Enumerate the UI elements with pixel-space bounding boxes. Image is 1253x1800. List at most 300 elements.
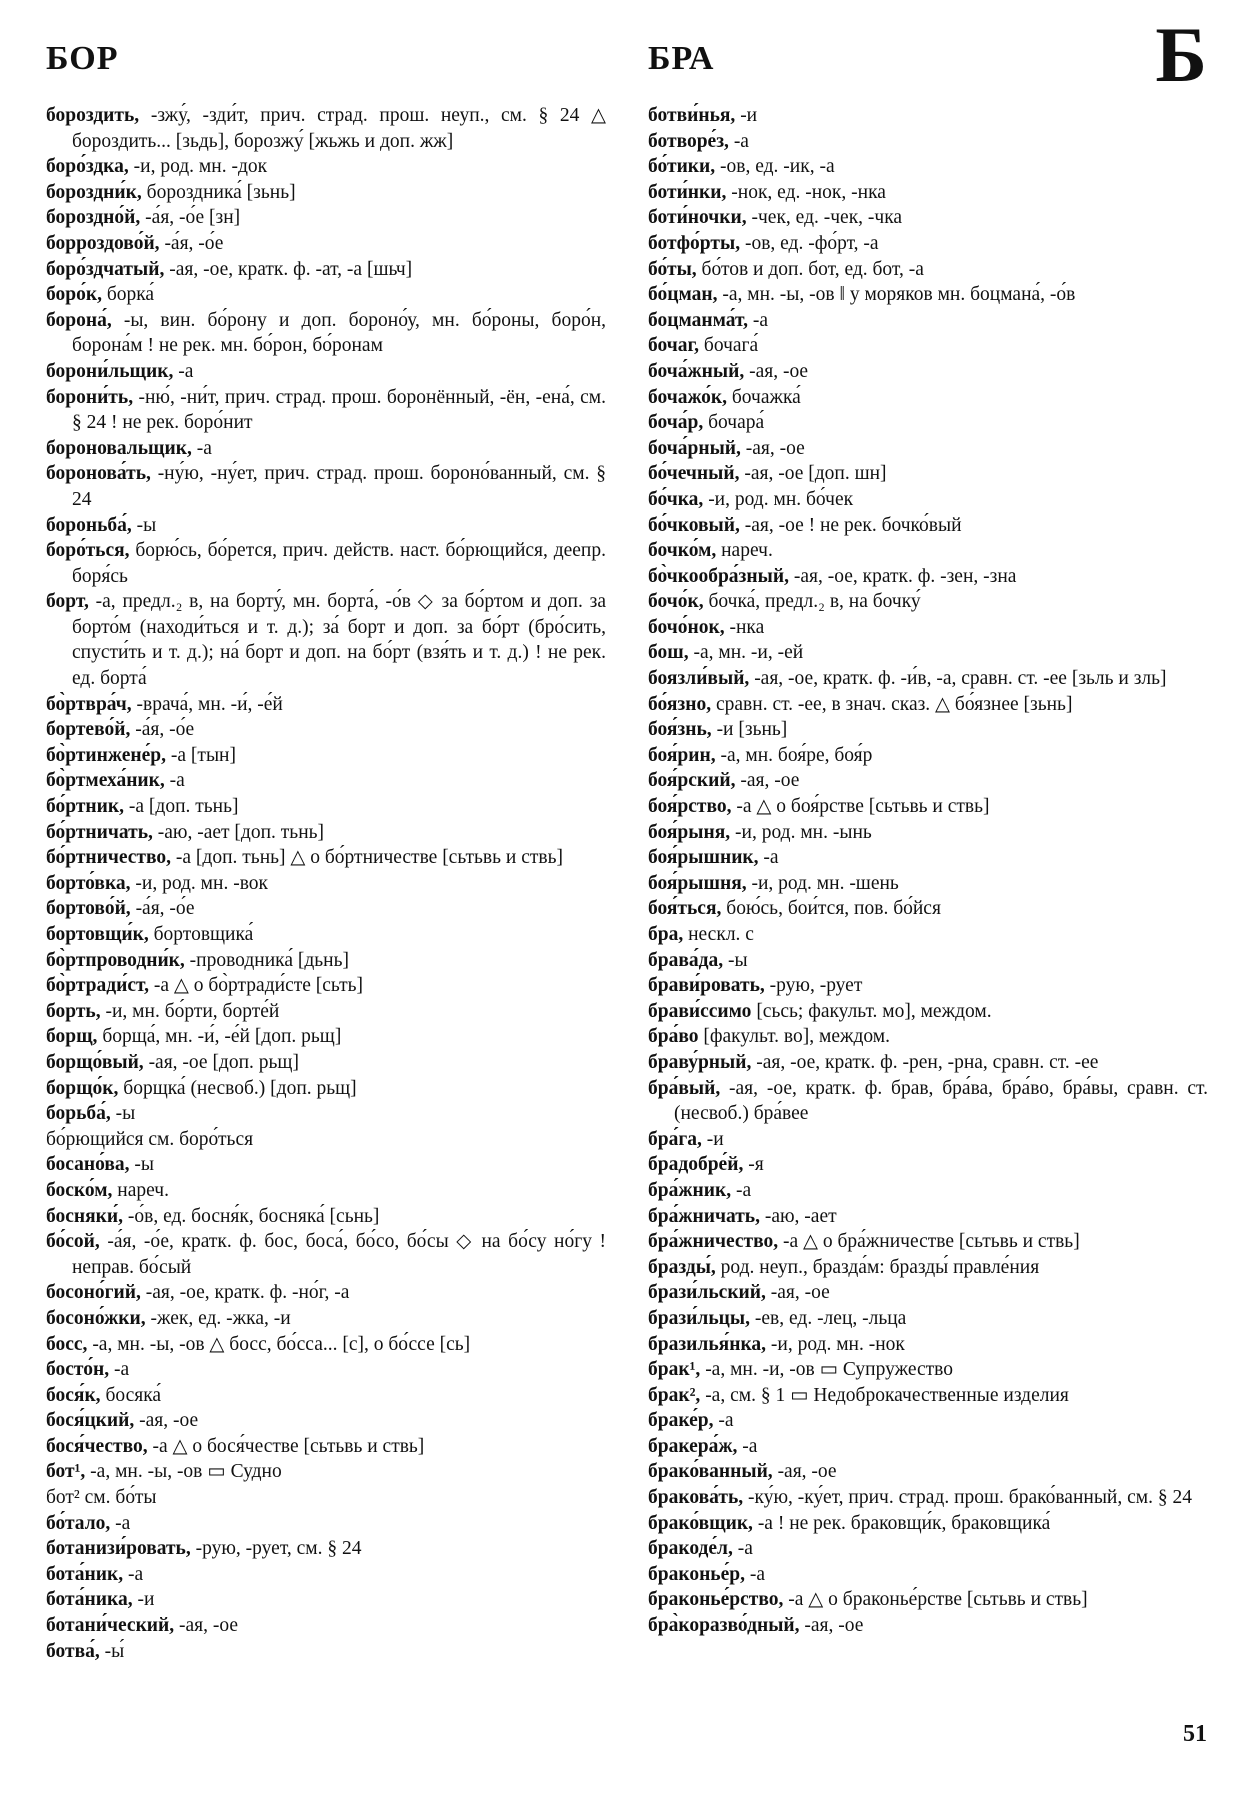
entry-headword: брако́вщик, xyxy=(648,1512,753,1534)
entry-text: -а, мн. -ы, -ов ‖ у моряков мн. боцмана́, -о́в xyxy=(722,284,1076,306)
dictionary-entry xyxy=(648,103,1208,129)
entry-text: -а △ о браконье́рстве [сьтьвь и ствь] xyxy=(788,1589,1088,1611)
dictionary-entry xyxy=(46,768,606,794)
entry-headword: босоно́гий, xyxy=(46,1282,141,1304)
entry-text: бо́тов и доп. бот, ед. бот, -а xyxy=(701,258,924,280)
entry-text: -ая, -ое, кратк. ф. брав, бра́ва, бра́во, бра́вы, сравн. ст. (несвоб.) бра́вее xyxy=(674,1077,1208,1125)
dictionary-entry xyxy=(648,564,1208,590)
entry-headword: боро́к, xyxy=(46,284,102,306)
section-letter: Б xyxy=(1155,11,1207,98)
entry-headword: бракоде́л, xyxy=(648,1538,733,1560)
dictionary-entry xyxy=(648,1357,1208,1383)
entry-headword: борщо́к, xyxy=(46,1077,119,1099)
dictionary-entry xyxy=(46,436,606,462)
dictionary-entry xyxy=(648,513,1208,539)
dictionary-entry xyxy=(46,1485,606,1511)
dictionary-entry xyxy=(46,1204,606,1230)
dictionary-entry xyxy=(648,1383,1208,1409)
entry-text: -ая, -ое [доп. шн] xyxy=(744,463,887,485)
entry-text: -ая, -ое xyxy=(179,1615,239,1637)
entry-headword: борроздово́й, xyxy=(46,232,160,254)
entry-headword: бо́чка, xyxy=(648,488,704,510)
dictionary-entry xyxy=(648,1408,1208,1434)
entry-headword: браконье́р, xyxy=(648,1563,745,1585)
dictionary-entry xyxy=(648,205,1208,231)
entry-text: -ая, -ое xyxy=(745,437,805,459)
entry-text: -и xyxy=(740,105,758,126)
entry-headword: боязли́вый, xyxy=(648,668,750,690)
entry-headword: боя́рин, xyxy=(648,744,716,766)
dictionary-entry xyxy=(46,1306,606,1332)
entry-text: -ы xyxy=(136,514,157,536)
dictionary-entry xyxy=(46,589,606,691)
entry-headword: бо̀ртпроводни́к, xyxy=(46,949,185,971)
dictionary-entry xyxy=(46,794,606,820)
entry-text: -ая, -ое xyxy=(749,360,809,382)
dictionary-entry xyxy=(648,1255,1208,1281)
entry-headword: боя́рство, xyxy=(648,796,732,818)
entry-text: -а xyxy=(763,847,779,869)
entry-headword: ботви́нья, xyxy=(648,105,736,126)
entry-headword: бортево́й, xyxy=(46,719,131,741)
entry-headword: бра́жничать, xyxy=(648,1205,760,1227)
entry-text: -а xyxy=(742,1435,758,1457)
dictionary-entry xyxy=(46,1101,606,1127)
dictionary-entry xyxy=(46,1639,606,1665)
entry-headword: боча́р, xyxy=(648,412,704,434)
dictionary-entry xyxy=(648,1127,1208,1153)
dictionary-entry xyxy=(46,1024,606,1050)
dictionary-entry xyxy=(46,1613,606,1639)
entry-headword: боско́м, xyxy=(46,1179,113,1201)
entry-headword: бразды́, xyxy=(648,1256,716,1278)
entry-headword: бо́сой, xyxy=(46,1231,100,1253)
dictionary-entry xyxy=(648,1511,1208,1537)
dictionary-entry xyxy=(46,1229,606,1280)
dictionary-entry xyxy=(648,845,1208,871)
entry-headword: боя́рский, xyxy=(648,770,736,792)
entry-headword: боти́ночки, xyxy=(648,207,747,229)
entry-headword: босоно́жки, xyxy=(46,1307,146,1329)
entry-text: -ая, -ое xyxy=(139,1410,199,1432)
entry-headword: бо́ртник, xyxy=(46,796,124,818)
dictionary-entry xyxy=(46,896,606,922)
entry-headword: бракова́ть, xyxy=(648,1487,744,1509)
dictionary-entry xyxy=(46,461,606,512)
entry-headword: бороздни́к, xyxy=(46,181,142,203)
dictionary-entry xyxy=(648,948,1208,974)
entry-headword: боти́нки, xyxy=(648,181,727,203)
entry-text: бочара́ xyxy=(708,412,765,434)
entry-headword: боро́здчатый, xyxy=(46,258,165,280)
entry-headword: бо̀ртвра́ч, xyxy=(46,693,132,715)
dictionary-entry xyxy=(46,948,606,974)
entry-text: -зжу́, -зди́т, прич. страд. прош. неуп., см. § 24 △ бороздить... [зьдь], борозжу́ [жьжь и доп. жж] xyxy=(72,105,607,152)
dictionary-entry xyxy=(648,1332,1208,1358)
entry-headword: бра́га, xyxy=(648,1128,702,1150)
dictionary-entry xyxy=(46,1459,606,1485)
entry-text: -а [тын] xyxy=(170,744,236,766)
entry-headword: боронова́ть, xyxy=(46,463,151,485)
entry-text: -ая, -ое, кратк. ф. -рен, -рна, сравн. ст. -ее xyxy=(756,1051,1099,1073)
dictionary-entry xyxy=(46,1357,606,1383)
entry-text: -и xyxy=(706,1128,724,1150)
dictionary-entry xyxy=(46,743,606,769)
dictionary-entry xyxy=(648,717,1208,743)
entry-text: -а, предл.₂ в, на борту́, мн. борта́, -о́в ◇ за бо́ртом и доп. за борто́м (находи́ться и т. д.); за́ борт и доп. за бо́рт (бро́сить, спусти́ть и т. д.); на́ борт и доп. на бо́рт (взя́ть и т. д.) ! не рек. ед. борта́ xyxy=(72,591,607,690)
entry-headword: бо́чечный, xyxy=(648,463,740,485)
entry-headword: бо̀чкообра́зный, xyxy=(648,565,789,587)
entry-text: -врача́, мн. -и́, -е́й xyxy=(136,693,283,715)
dictionary-entry xyxy=(648,410,1208,436)
entry-text: -а △ о бося́честве [сьтьвь и ствь] xyxy=(152,1435,425,1457)
entry-headword: бота́ника, xyxy=(46,1589,133,1611)
entry-headword: брава́да, xyxy=(648,949,724,971)
entry-text: -ы xyxy=(728,949,748,971)
entry-headword: брак², xyxy=(648,1384,701,1406)
entry-headword: бо̀ртмеха́ник, xyxy=(46,770,165,792)
entry-headword: браву́рный, xyxy=(648,1051,752,1073)
entry-text: борка́ xyxy=(106,284,155,306)
entry-text: -ы́ xyxy=(104,1640,125,1662)
dictionary-entry xyxy=(46,1434,606,1460)
entry-headword: бо́чковый, xyxy=(648,514,740,536)
entry-text: -а xyxy=(178,360,194,382)
entry-text: -а xyxy=(128,1563,144,1585)
entry-headword: боя́рыня, xyxy=(648,821,731,843)
dictionary-entry xyxy=(46,1076,606,1102)
entry-text: -рую, -рует, см. § 24 xyxy=(195,1538,362,1560)
entry-headword: бразилья́нка, xyxy=(648,1333,767,1355)
entry-text: бо́рющийся см. боро́ться xyxy=(46,1128,254,1150)
entry-text: -ов, ед. -ик, -а xyxy=(720,156,835,178)
entry-headword: борто́вка, xyxy=(46,872,131,894)
entry-text: босяка́ xyxy=(105,1384,162,1406)
dictionary-entry xyxy=(648,1204,1208,1230)
entry-text: -ку́ю, -ку́ет, прич. страд. прош. брако́ванный, см. § 24 xyxy=(748,1487,1192,1509)
entry-headword: боро́здка, xyxy=(46,156,129,178)
entry-text: -нка xyxy=(729,616,765,638)
entry-headword: бо́цман, xyxy=(648,284,718,306)
dictionary-entry xyxy=(46,1152,606,1178)
dictionary-entry xyxy=(46,205,606,231)
entry-text: -а́я, -о́е [зн] xyxy=(145,207,241,229)
guide-word-left: БОР xyxy=(46,40,119,77)
entry-headword: боя́ться, xyxy=(648,898,722,920)
entry-headword: бочо́к, xyxy=(648,591,704,613)
entry-text: -и, род. мн. -нок xyxy=(770,1333,905,1355)
dictionary-entry xyxy=(46,513,606,539)
entry-text: род. неуп., бразда́м: бразды́ правле́ния xyxy=(720,1256,1040,1278)
dictionary-entry xyxy=(648,871,1208,897)
entry-headword: брави́ровать, xyxy=(648,975,765,997)
dictionary-entry xyxy=(648,257,1208,283)
entry-text: -жек, ед. -жка, -и xyxy=(150,1307,291,1329)
dictionary-entry xyxy=(648,1613,1208,1639)
entry-text: -а △ о бра́жничестве [сьтьвь и ствь] xyxy=(782,1231,1080,1253)
entry-headword: брави́ссимо xyxy=(648,1000,752,1022)
dictionary-entry xyxy=(648,1024,1208,1050)
entry-headword: бра́во xyxy=(648,1026,699,1048)
entry-headword: бота́ник, xyxy=(46,1563,124,1585)
dictionary-entry xyxy=(648,154,1208,180)
entry-text: -проводника́ [дьнь] xyxy=(189,949,349,971)
dictionary-entry xyxy=(648,820,1208,846)
entry-headword: брази́льский, xyxy=(648,1282,766,1304)
entry-headword: бо́ртничество, xyxy=(46,847,172,869)
dictionary-entry xyxy=(46,1332,606,1358)
entry-text: -а xyxy=(749,1563,766,1585)
entry-headword: бра̀коразво́дный, xyxy=(648,1615,800,1637)
entry-headword: борьба́, xyxy=(46,1103,111,1125)
entry-headword: борони́ть, xyxy=(46,386,134,408)
entry-headword: боча́рный, xyxy=(648,437,741,459)
dictionary-entry xyxy=(648,1178,1208,1204)
entry-text: -а ! не рек. браковщи́к, браковщика́ xyxy=(757,1512,1051,1534)
entry-text: бот² см. бо́ты xyxy=(46,1487,157,1509)
entry-headword: ботворе́з, xyxy=(648,130,729,152)
dictionary-entry xyxy=(648,1562,1208,1588)
entry-headword: бося́цкий, xyxy=(46,1410,135,1432)
dictionary-entry xyxy=(648,1306,1208,1332)
dictionary-entry xyxy=(46,154,606,180)
dictionary-entry xyxy=(648,359,1208,385)
entry-headword: бортово́й, xyxy=(46,898,131,920)
entry-text: борща́, мн. -и́, -е́й [доп. рьщ] xyxy=(102,1026,342,1048)
dictionary-entry xyxy=(648,308,1208,334)
entry-text: -а́я, -о́е xyxy=(164,232,224,254)
entry-text: -рую, -рует xyxy=(769,975,863,997)
entry-text: -а, мн. -и, -ей xyxy=(693,642,804,664)
entry-headword: брадобре́й, xyxy=(648,1154,744,1176)
entry-text: нареч. xyxy=(721,540,773,562)
entry-text: -а, мн. -и, -ов ▭ Супружество xyxy=(705,1359,953,1381)
entry-headword: ботанизи́ровать, xyxy=(46,1538,191,1560)
entry-text: -а́я, -о́е xyxy=(135,898,195,920)
entry-text: -ы xyxy=(115,1103,136,1125)
dictionary-entry xyxy=(648,385,1208,411)
dictionary-entry xyxy=(648,692,1208,718)
entry-text: бочага́ xyxy=(703,335,759,357)
entry-headword: борщ, xyxy=(46,1026,98,1048)
dictionary-entry xyxy=(648,922,1208,948)
entry-headword: босняки́, xyxy=(46,1205,124,1227)
entry-headword: бороньба́, xyxy=(46,514,132,536)
entry-text: -а, мн. -ы, -ов ▭ Судно xyxy=(90,1461,282,1483)
left-column xyxy=(46,103,606,1664)
dictionary-entry xyxy=(648,794,1208,820)
entry-headword: бочо́нок, xyxy=(648,616,725,638)
dictionary-entry xyxy=(46,922,606,948)
entry-text: -ну́ю, -ну́ет, прич. страд. прош. бороно́ванный, см. § 24 xyxy=(72,463,606,510)
entry-text: -ы xyxy=(134,1154,155,1176)
dictionary-entry xyxy=(648,1536,1208,1562)
dictionary-entry xyxy=(648,896,1208,922)
entry-text: -и, род. мн. -вок xyxy=(135,872,268,894)
dictionary-entry xyxy=(648,615,1208,641)
entry-text: -чек, ед. -чек, -чка xyxy=(751,207,903,229)
dictionary-entry xyxy=(46,1178,606,1204)
dictionary-entry xyxy=(46,1280,606,1306)
dictionary-entry xyxy=(648,180,1208,206)
entry-headword: бо̀ртинжене́р, xyxy=(46,744,167,766)
dictionary-entry xyxy=(648,999,1208,1025)
entry-text: нескл. с xyxy=(688,924,754,945)
dictionary-entry xyxy=(648,1229,1208,1255)
entry-text: -и [зьнь] xyxy=(716,719,788,741)
entry-headword: браконье́рство, xyxy=(648,1589,784,1611)
entry-text: -а xyxy=(733,130,749,152)
dictionary-entry xyxy=(648,1152,1208,1178)
entry-text: -и, род. мн. -шень xyxy=(751,872,899,894)
entry-headword: бочажо́к, xyxy=(648,386,727,408)
dictionary-entry xyxy=(46,1587,606,1613)
entry-text: борщка́ (несвоб.) [доп. рьщ] xyxy=(123,1077,357,1099)
dictionary-entry xyxy=(648,461,1208,487)
entry-text: -ая, -ое xyxy=(740,770,800,792)
entry-text: [факульт. во], междом. xyxy=(703,1026,890,1048)
entry-headword: бося́чество, xyxy=(46,1435,148,1457)
dictionary-entry xyxy=(648,1050,1208,1076)
entry-headword: ботфо́рты, xyxy=(648,232,741,254)
entry-text: бортовщика́ xyxy=(153,924,254,945)
entry-headword: брази́льцы, xyxy=(648,1307,751,1329)
entry-text: -аю, -ает xyxy=(764,1205,837,1227)
dictionary-entry xyxy=(46,308,606,359)
entry-headword: бортовщи́к, xyxy=(46,924,149,945)
right-column xyxy=(648,103,1208,1639)
entry-headword: борона́, xyxy=(46,309,112,331)
dictionary-entry xyxy=(648,538,1208,564)
entry-text: -и, род. мн. -ынь xyxy=(735,821,872,843)
dictionary-entry xyxy=(648,487,1208,513)
dictionary-entry xyxy=(648,1434,1208,1460)
entry-text: [сьсь; факульт. мо], междом. xyxy=(756,1000,992,1022)
entry-text: -а, мн. -ы, -ов △ босс, бо́сса... [с], о бо́ссе [сь] xyxy=(92,1333,471,1355)
entry-headword: ботва́, xyxy=(46,1640,100,1662)
entry-text: -аю, -ает [доп. тьнь] xyxy=(157,821,325,843)
entry-headword: боча́жный, xyxy=(648,360,745,382)
dictionary-entry xyxy=(46,359,606,385)
entry-headword: бо́ртничать, xyxy=(46,821,153,843)
entry-headword: бош, xyxy=(648,642,689,664)
entry-headword: бра́жник, xyxy=(648,1179,732,1201)
entry-headword: босано́ва, xyxy=(46,1154,130,1176)
dictionary-entry xyxy=(46,257,606,283)
entry-text: -я xyxy=(748,1154,764,1176)
entry-headword: босто́н, xyxy=(46,1359,110,1381)
entry-text: -и, мн. бо́рти, борте́й xyxy=(105,1000,280,1022)
entry-text: -а́я, -о́е xyxy=(135,719,195,741)
entry-headword: бот¹, xyxy=(46,1461,86,1483)
dictionary-entry xyxy=(46,1383,606,1409)
dictionary-entry xyxy=(648,640,1208,666)
dictionary-entry xyxy=(46,717,606,743)
entry-text: нареч. xyxy=(117,1179,169,1201)
entry-headword: бочаг, xyxy=(648,335,700,357)
dictionary-entry xyxy=(648,589,1208,615)
entry-headword: боцманма́т, xyxy=(648,309,748,331)
entry-text: -а xyxy=(196,437,212,459)
entry-headword: бо́тало, xyxy=(46,1512,111,1534)
entry-text: -и, род. мн. -док xyxy=(133,156,268,178)
entry-text: -а, см. § 1 ▭ Недоброкачественные изделия xyxy=(705,1384,1069,1406)
entry-headword: бося́к, xyxy=(46,1384,101,1406)
entry-headword: бо́тики, xyxy=(648,156,716,178)
dictionary-entry xyxy=(46,180,606,206)
dictionary-entry xyxy=(46,538,606,589)
entry-text: -ая, -ое, кратк. ф. -ат, -а [шьч] xyxy=(169,258,413,280)
dictionary-entry xyxy=(46,385,606,436)
entry-headword: бо́ты, xyxy=(648,258,697,280)
entry-text: -а, мн. боя́ре, боя́р xyxy=(720,744,873,766)
entry-text: -а [доп. тьнь] △ о бо́ртничестве [сьтьвь и ствь] xyxy=(175,847,563,869)
entry-text: -ая, -ое, кратк. ф. -зен, -зна xyxy=(793,565,1017,587)
entry-text: -ая, -ое ! не рек. бочко́вый xyxy=(744,514,962,536)
entry-headword: бороздить, xyxy=(46,105,140,126)
entry-text: -о́в, ед. босня́к, босняка́ [сьнь] xyxy=(127,1205,380,1227)
dictionary-entry xyxy=(46,1562,606,1588)
entry-text: -и, род. мн. бо́чек xyxy=(708,488,854,510)
dictionary-entry xyxy=(648,1485,1208,1511)
entry-text: -ая, -ое xyxy=(804,1615,864,1637)
entry-text: -ая, -ое xyxy=(777,1461,837,1483)
entry-headword: бра́жничество, xyxy=(648,1231,779,1253)
dictionary-entry xyxy=(648,282,1208,308)
entry-text: -ы, вин. бо́рону и доп. бороно́у, мн. бо́роны, боро́н, борона́м ! не рек. мн. бо́рон, бо́ронам xyxy=(72,309,607,357)
entry-text: -а xyxy=(113,1359,130,1381)
entry-text: -а xyxy=(737,1538,753,1560)
entry-text: -а́я, -о́е, кратк. ф. бос, боса́, бо́со, бо́сы ◇ на бо́су но́гу ! неправ. бо́сый xyxy=(72,1231,607,1278)
dictionary-entry xyxy=(46,845,606,871)
entry-text: -а xyxy=(115,1512,131,1534)
entry-text: -а xyxy=(169,770,185,792)
entry-text: -и xyxy=(137,1589,155,1611)
dictionary-entry xyxy=(46,999,606,1025)
dictionary-entry xyxy=(46,231,606,257)
dictionary-entry xyxy=(648,1587,1208,1613)
guide-word-right: БРА xyxy=(648,40,715,77)
dictionary-entry xyxy=(648,231,1208,257)
entry-headword: бо́язно, xyxy=(648,693,712,715)
entry-headword: борт, xyxy=(46,591,89,613)
dictionary-entry xyxy=(648,1076,1208,1127)
entry-headword: борщо́вый, xyxy=(46,1051,144,1073)
dictionary-entry xyxy=(648,1459,1208,1485)
entry-text: -а xyxy=(718,1410,734,1432)
entry-headword: бороновальщик, xyxy=(46,437,192,459)
dictionary-entry xyxy=(648,743,1208,769)
entry-text: -ая, -ое, кратк. ф. -но́г, -а xyxy=(145,1282,350,1304)
entry-text: -а xyxy=(735,1179,752,1201)
page-number: 51 xyxy=(1183,1721,1207,1747)
dictionary-entry xyxy=(648,973,1208,999)
entry-text: -а xyxy=(752,309,769,331)
dictionary-entry xyxy=(648,436,1208,462)
entry-headword: бракера́ж, xyxy=(648,1435,738,1457)
entry-headword: брак¹, xyxy=(648,1359,701,1381)
entry-headword: боя́знь, xyxy=(648,719,712,741)
entry-headword: бра́вый, xyxy=(648,1077,721,1099)
entry-text: сравн. ст. -ее, в знач. сказ. △ бо́язнее [зьнь] xyxy=(716,693,1073,715)
entry-headword: ботани́ческий, xyxy=(46,1615,175,1637)
entry-text: -ая, -ое, кратк. ф. -и́в, -а, сравн. ст. -ее [зьль и зль] xyxy=(754,668,1167,690)
entry-text: -а △ о бо̀ртради́сте [сьть] xyxy=(153,975,363,997)
dictionary-entry xyxy=(648,129,1208,155)
entry-headword: боро́ться, xyxy=(46,540,130,562)
dictionary-entry xyxy=(46,282,606,308)
entry-text: -нок, ед. -нок, -нка xyxy=(731,181,886,203)
